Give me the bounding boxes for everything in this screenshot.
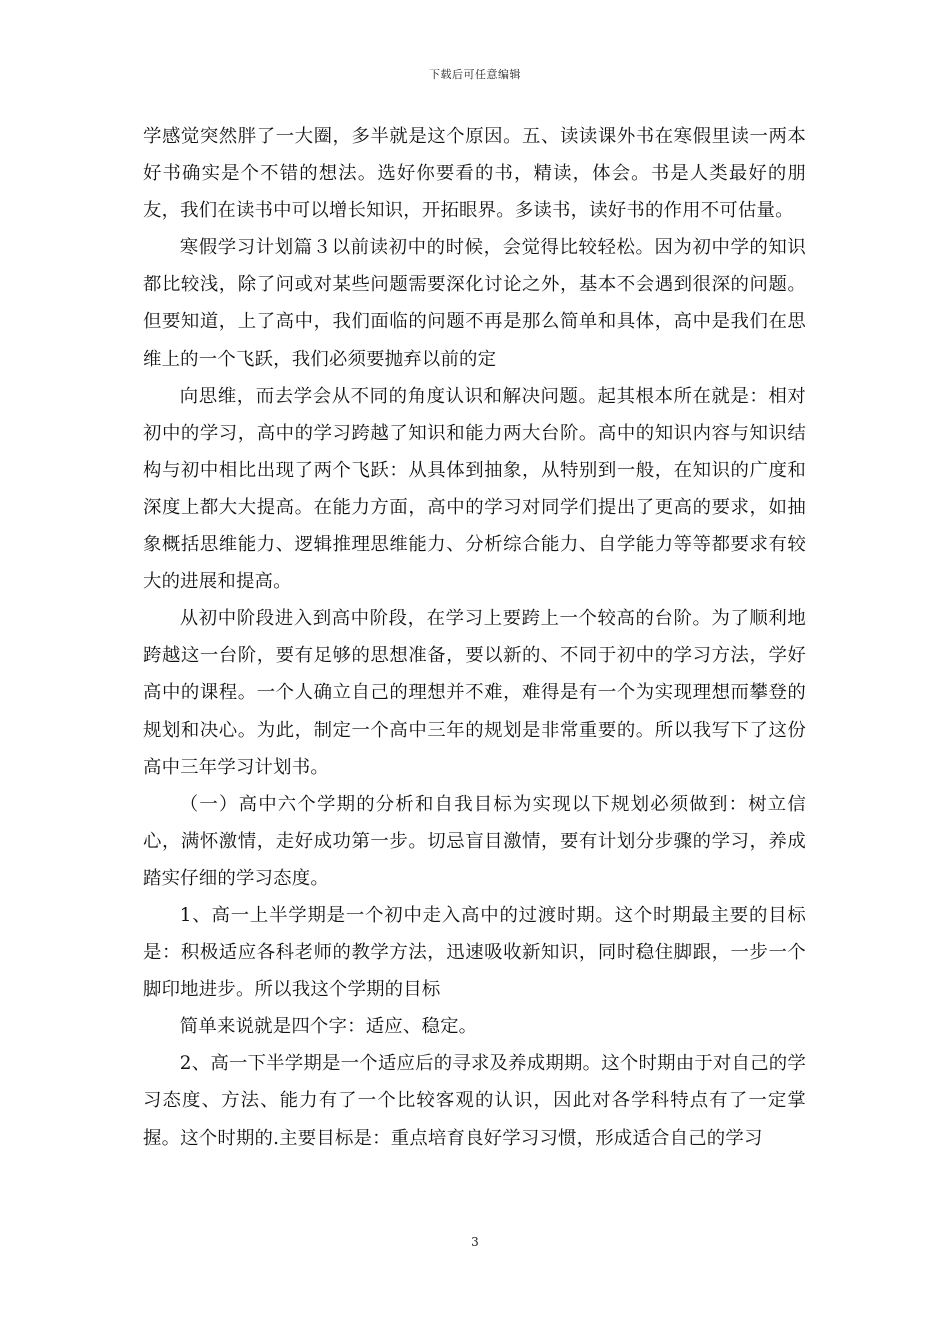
paragraph-7: 简单来说就是四个字：适应、稳定。 bbox=[179, 1016, 478, 1038]
paragraph-3: 向思维，而去学会从不同的角度认识和解决问题。起其根本所在就是：相对初中的学习，高中的学习跨越了知识和能力两大台阶。高中的知识内容与知识结构与初中相比出现了两个飞跃：从具体到抽象，从特别到一般，在知识的广度和深度上都大大提高。在能力方面，高中的学习对同学们提出了更高的要求，如抽象概括思维能力、逻辑推理思维能力、分析综合能力、自学能力等等都要求有较大的进展和提高。 bbox=[143, 385, 806, 593]
paragraph-6: 1、高一上半学期是一个初中走入高中的过渡时期。这个时期最主要的目标是：积极适应各科老师的教学方法，迅速吸收新知识，同时稳住脚跟，一步一个脚印地进步。所以我这个学期的目标 bbox=[143, 904, 806, 1001]
paragraph-8: 2、高一下半学期是一个适应后的寻求及养成期期。这个时期由于对自己的学习态度、方法、能力有了一个比较客观的认识，因此对各学科特点有了一定掌握。这个时期的.主要目标是：重点培育良好学习习惯，形成适合自己的学习 bbox=[143, 1053, 806, 1149]
paragraph-2: 寒假学习计划篇３以前读初中的时候，会觉得比较轻松。因为初中学的知识都比较浅，除了问或对某些问题需要深化讨论之外，基本不会遇到很深的问题。但要知道，上了高中，我们面临的问题不再是那么简单和具体，高中是我们在思维上的一个飞跃，我们必须要抛弃以前的定 bbox=[143, 237, 806, 370]
document-body bbox=[143, 118, 806, 1157]
paragraph-5: （一）高中六个学期的分析和自我目标为实现以下规划必须做到：树立信心，满怀激情，走好成功第一步。切忌盲目激情，要有计划分步骤的学习，养成踏实仔细的学习态度。 bbox=[143, 793, 806, 889]
page-header: 下载后可任意编辑 bbox=[429, 68, 521, 81]
paragraph-1: 学感觉突然胖了一大圈，多半就是这个原因。五、读读课外书在寒假里读一两本好书确实是个不错的想法。选好你要看的书，精读，体会。书是人类最好的朋友，我们在读书中可以增长知识，开拓眼界。多读书，读好书的作用不可估量。 bbox=[143, 126, 806, 222]
page-number: 3 bbox=[471, 1235, 479, 1249]
paragraph-4: 从初中阶段进入到高中阶段，在学习上要跨上一个较高的台阶。为了顺利地跨越这一台阶，要有足够的思想准备，要以新的、不同于初中的学习方法，学好高中的课程。一个人确立自己的理想并不难，难得是有一个为实现理想而攀登的规划和决心。为此，制定一个高中三年的规划是非常重要的。所以我写下了这份高中三年学习计划书。 bbox=[143, 608, 806, 778]
